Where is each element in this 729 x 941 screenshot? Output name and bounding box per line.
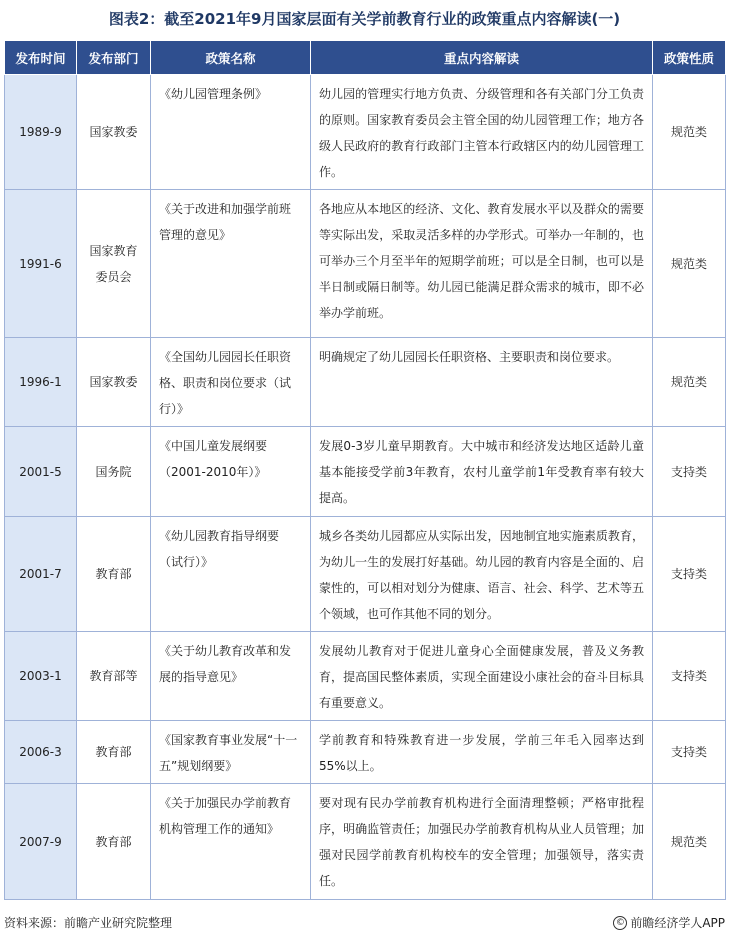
cell-date: 1991-6 [5, 190, 77, 338]
cell-date: 2001-5 [5, 427, 77, 517]
cell-date: 2006-3 [5, 721, 77, 784]
cell-policy-name: 《关于改进和加强学前班管理的意见》 [151, 190, 311, 338]
cell-department: 国家教委 [77, 75, 151, 190]
header-date: 发布时间 [5, 41, 77, 75]
brand-credit [613, 914, 725, 931]
table-row [5, 427, 726, 517]
cell-content: 要对现有民办学前教育机构进行全面清理整顿；严格审批程序，明确监管责任；加强民办学前教育机构从业人员管理；加强对民园学前教育机构校车的安全管理；加强领导，落实责任。 [311, 784, 653, 900]
header-content: 重点内容解读 [311, 41, 653, 75]
cell-nature: 支持类 [653, 517, 726, 632]
cell-department: 国家教委 [77, 338, 151, 427]
cell-nature: 支持类 [653, 721, 726, 784]
table-row [5, 190, 726, 338]
cell-policy-name: 《幼儿园管理条例》 [151, 75, 311, 190]
cell-nature: 支持类 [653, 632, 726, 721]
cell-content: 幼儿园的管理实行地方负责、分级管理和各有关部门分工负责的原则。国家教育委员会主管全国的幼儿园管理工作；地方各级人民政府的教育行政部门主管本行政辖区内的幼儿园管理工作。 [311, 75, 653, 190]
cell-content: 明确规定了幼儿园园长任职资格、主要职责和岗位要求。 [311, 338, 653, 427]
cell-policy-name: 《全国幼儿园园长任职资格、职责和岗位要求（试行）》 [151, 338, 311, 427]
table-row [5, 721, 726, 784]
copyright-icon: © [613, 916, 627, 930]
policy-table [4, 40, 726, 900]
table-header-row [5, 41, 726, 75]
cell-date: 2003-1 [5, 632, 77, 721]
cell-content: 学前教育和特殊教育进一步发展，学前三年毛入园率达到55%以上。 [311, 721, 653, 784]
table-row [5, 338, 726, 427]
cell-department: 国家教育委员会 [77, 190, 151, 338]
cell-date: 1996-1 [5, 338, 77, 427]
cell-nature: 支持类 [653, 427, 726, 517]
table-row [5, 632, 726, 721]
cell-department: 教育部 [77, 517, 151, 632]
cell-department: 教育部 [77, 721, 151, 784]
cell-content: 发展0-3岁儿童早期教育。大中城市和经济发达地区适龄儿童基本能接受学前3年教育，农村儿童学前1年受教育率有较大提高。 [311, 427, 653, 517]
cell-policy-name: 《中国儿童发展纲要（2001-2010年）》 [151, 427, 311, 517]
table-row [5, 75, 726, 190]
cell-policy-name: 《关于加强民办学前教育机构管理工作的通知》 [151, 784, 311, 900]
header-policy-name: 政策名称 [151, 41, 311, 75]
cell-policy-name: 《关于幼儿教育改革和发展的指导意见》 [151, 632, 311, 721]
page-title: 图表2：截至2021年9月国家层面有关学前教育行业的政策重点内容解读(一) [108, 10, 621, 28]
header-nature: 政策性质 [653, 41, 726, 75]
cell-content: 城乡各类幼儿园都应从实际出发，因地制宜地实施素质教育，为幼儿一生的发展打好基础。幼儿园的教育内容是全面的、启蒙性的，可以相对划分为健康、语言、社会、科学、艺术等五个领域，也可作其他不同的划分。 [311, 517, 653, 632]
footer [4, 914, 725, 932]
cell-nature: 规范类 [653, 338, 726, 427]
cell-nature: 规范类 [653, 75, 726, 190]
source-note: 资料来源：前瞻产业研究院整理 [4, 916, 173, 930]
cell-department: 教育部等 [77, 632, 151, 721]
cell-content: 各地应从本地区的经济、文化、教育发展水平以及群众的需要等实际出发，采取灵活多样的办学形式。可举办一年制的，也可举办三个月至半年的短期学前班；可以是全日制，也可以是半日制或隔日制等。幼儿园已能满足群众需求的城市，即不必举办学前班。 [311, 190, 653, 338]
cell-department: 国务院 [77, 427, 151, 517]
cell-policy-name: 《幼儿园教育指导纲要（试行）》 [151, 517, 311, 632]
cell-date: 1989-9 [5, 75, 77, 190]
cell-nature: 规范类 [653, 190, 726, 338]
table-row [5, 517, 726, 632]
cell-department: 教育部 [77, 784, 151, 900]
cell-content: 发展幼儿教育对于促进儿童身心全面健康发展，普及义务教育，提高国民整体素质，实现全面建设小康社会的奋斗目标具有重要意义。 [311, 632, 653, 721]
cell-date: 2007-9 [5, 784, 77, 900]
header-department: 发布部门 [77, 41, 151, 75]
cell-nature: 规范类 [653, 784, 726, 900]
brand-label: 前瞻经济学人APP [630, 916, 725, 930]
table-row [5, 784, 726, 900]
cell-policy-name: 《国家教育事业发展“十一五”规划纲要》 [151, 721, 311, 784]
cell-date: 2001-7 [5, 517, 77, 632]
